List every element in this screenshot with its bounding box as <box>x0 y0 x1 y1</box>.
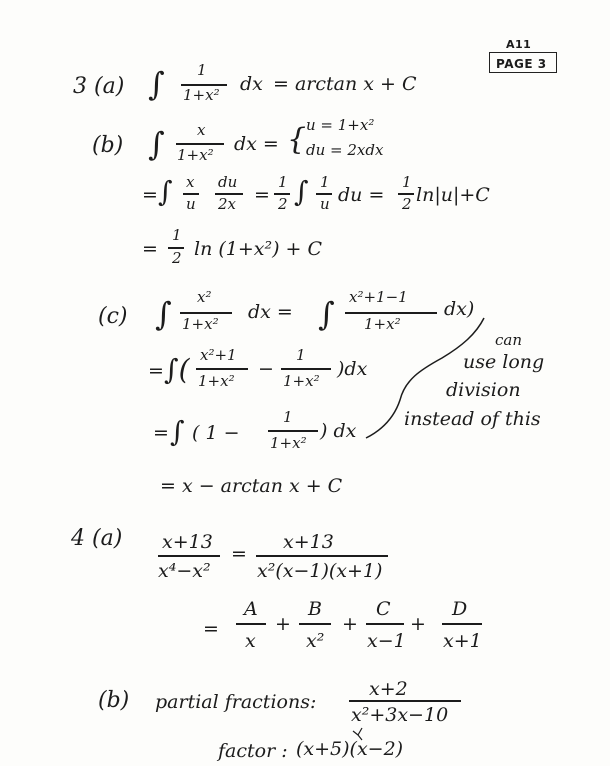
fraction-numerator: 1 <box>278 173 288 191</box>
substitution-du: du = 2xdx <box>306 141 384 159</box>
problem-3a-label: 3 (a) <box>73 74 125 99</box>
differential: dx) <box>444 298 475 320</box>
result: = x − arctan x + C <box>160 475 343 497</box>
factor-label: factor : <box>218 740 288 762</box>
fraction-numerator: du <box>218 173 238 191</box>
fraction-denominator: 2x <box>218 195 237 213</box>
fraction-numerator: 1 <box>283 408 293 426</box>
numerator-a: A <box>244 598 258 620</box>
result: = arctan x + C <box>273 73 417 95</box>
numerator-d: D <box>452 598 468 620</box>
integral-sign: ∫ <box>148 125 165 163</box>
differential: du = <box>338 184 385 206</box>
plus: + <box>342 613 358 635</box>
integral-sign: ∫ <box>158 175 173 208</box>
fraction-denominator: 1+x² <box>177 146 214 164</box>
fraction-numerator: x+13 <box>162 531 213 553</box>
fraction-denominator: 1+x² <box>182 315 219 333</box>
fraction-numerator: 1 <box>172 226 182 244</box>
fraction-denominator: 1+x² <box>270 434 307 452</box>
fraction-numerator: x²+1−1 <box>349 288 408 306</box>
fraction-denominator: 2 <box>172 249 182 267</box>
sheet-id: A11 <box>506 38 532 51</box>
fraction-denominator: 1+x² <box>198 372 235 390</box>
fraction-denominator: 1+x² <box>364 315 401 333</box>
problem-3b-label: (b) <box>92 133 124 158</box>
fraction-numerator: x² <box>197 288 212 306</box>
minus: − <box>258 358 274 380</box>
note-line-4: instead of this <box>404 408 541 430</box>
problem-4b-label: (b) <box>98 688 130 713</box>
differential: dx <box>240 73 263 95</box>
equals: = <box>153 422 169 444</box>
fraction-denominator: u <box>186 195 196 213</box>
fraction-denominator: x²(x−1)(x+1) <box>257 560 383 582</box>
integral-sign: ∫ <box>318 295 335 333</box>
integral-sign: ∫ <box>148 65 165 103</box>
fraction-denominator: x²+3x−10 <box>351 704 449 726</box>
fraction-numerator: x²+1 <box>200 346 237 364</box>
equals: = <box>231 543 247 565</box>
fraction-numerator: x+2 <box>369 678 408 700</box>
fraction-denominator: 1+x² <box>283 372 320 390</box>
substitution-u: u = 1+x² <box>306 116 375 134</box>
fraction-numerator: x <box>197 121 206 139</box>
note-line-1: can <box>495 331 523 349</box>
fraction-denominator: 2 <box>278 195 288 213</box>
result: ln (1+x²) + C <box>194 238 323 260</box>
numerator-b: B <box>308 598 322 620</box>
equals: = <box>142 184 158 206</box>
problem-4a-label: 4 (a) <box>71 526 123 551</box>
problem-3c-label: (c) <box>98 304 128 329</box>
integral-sign: ∫ <box>155 295 172 333</box>
fraction-numerator: 1 <box>197 61 207 79</box>
expression-part: ( 1 − <box>192 422 240 444</box>
result: ln|u|+C <box>416 184 490 206</box>
fraction-numerator: 1 <box>296 346 306 364</box>
differential: ) dx <box>320 420 357 442</box>
fraction-numerator: 1 <box>402 173 412 191</box>
equals: = <box>142 238 158 260</box>
numerator-c: C <box>376 598 391 620</box>
equals: = <box>254 184 270 206</box>
fraction-denominator: u <box>320 195 330 213</box>
integral-sign: ∫ <box>170 415 185 448</box>
fraction-numerator: x <box>186 173 195 191</box>
fraction-denominator: 2 <box>402 195 412 213</box>
partial-fractions-text: partial fractions: <box>155 691 317 713</box>
fraction-numerator: 1 <box>320 173 330 191</box>
denominator-c: x−1 <box>367 630 406 652</box>
fraction-denominator: 1+x² <box>183 86 220 104</box>
differential: )dx <box>337 358 368 380</box>
factor-result: (x+5)(x−2) <box>296 738 404 760</box>
denominator-d: x+1 <box>443 630 482 652</box>
differential: dx = <box>248 301 293 323</box>
plus: + <box>275 613 291 635</box>
fraction-numerator: x+13 <box>283 531 334 553</box>
integral-sign: ∫ <box>294 175 309 208</box>
plus: + <box>410 613 426 635</box>
page-label: PAGE 3 <box>496 57 547 71</box>
denominator-b: x² <box>306 630 325 652</box>
note-line-2: use long <box>463 351 545 373</box>
fraction-denominator: x⁴−x² <box>158 560 211 582</box>
equals: = <box>148 360 164 382</box>
integral-sign: ∫( <box>164 353 190 386</box>
denominator-a: x <box>245 630 256 652</box>
brace: { <box>287 122 307 157</box>
note-line-3: division <box>446 379 521 401</box>
equals: = <box>203 618 219 640</box>
differential: dx = <box>234 133 279 155</box>
